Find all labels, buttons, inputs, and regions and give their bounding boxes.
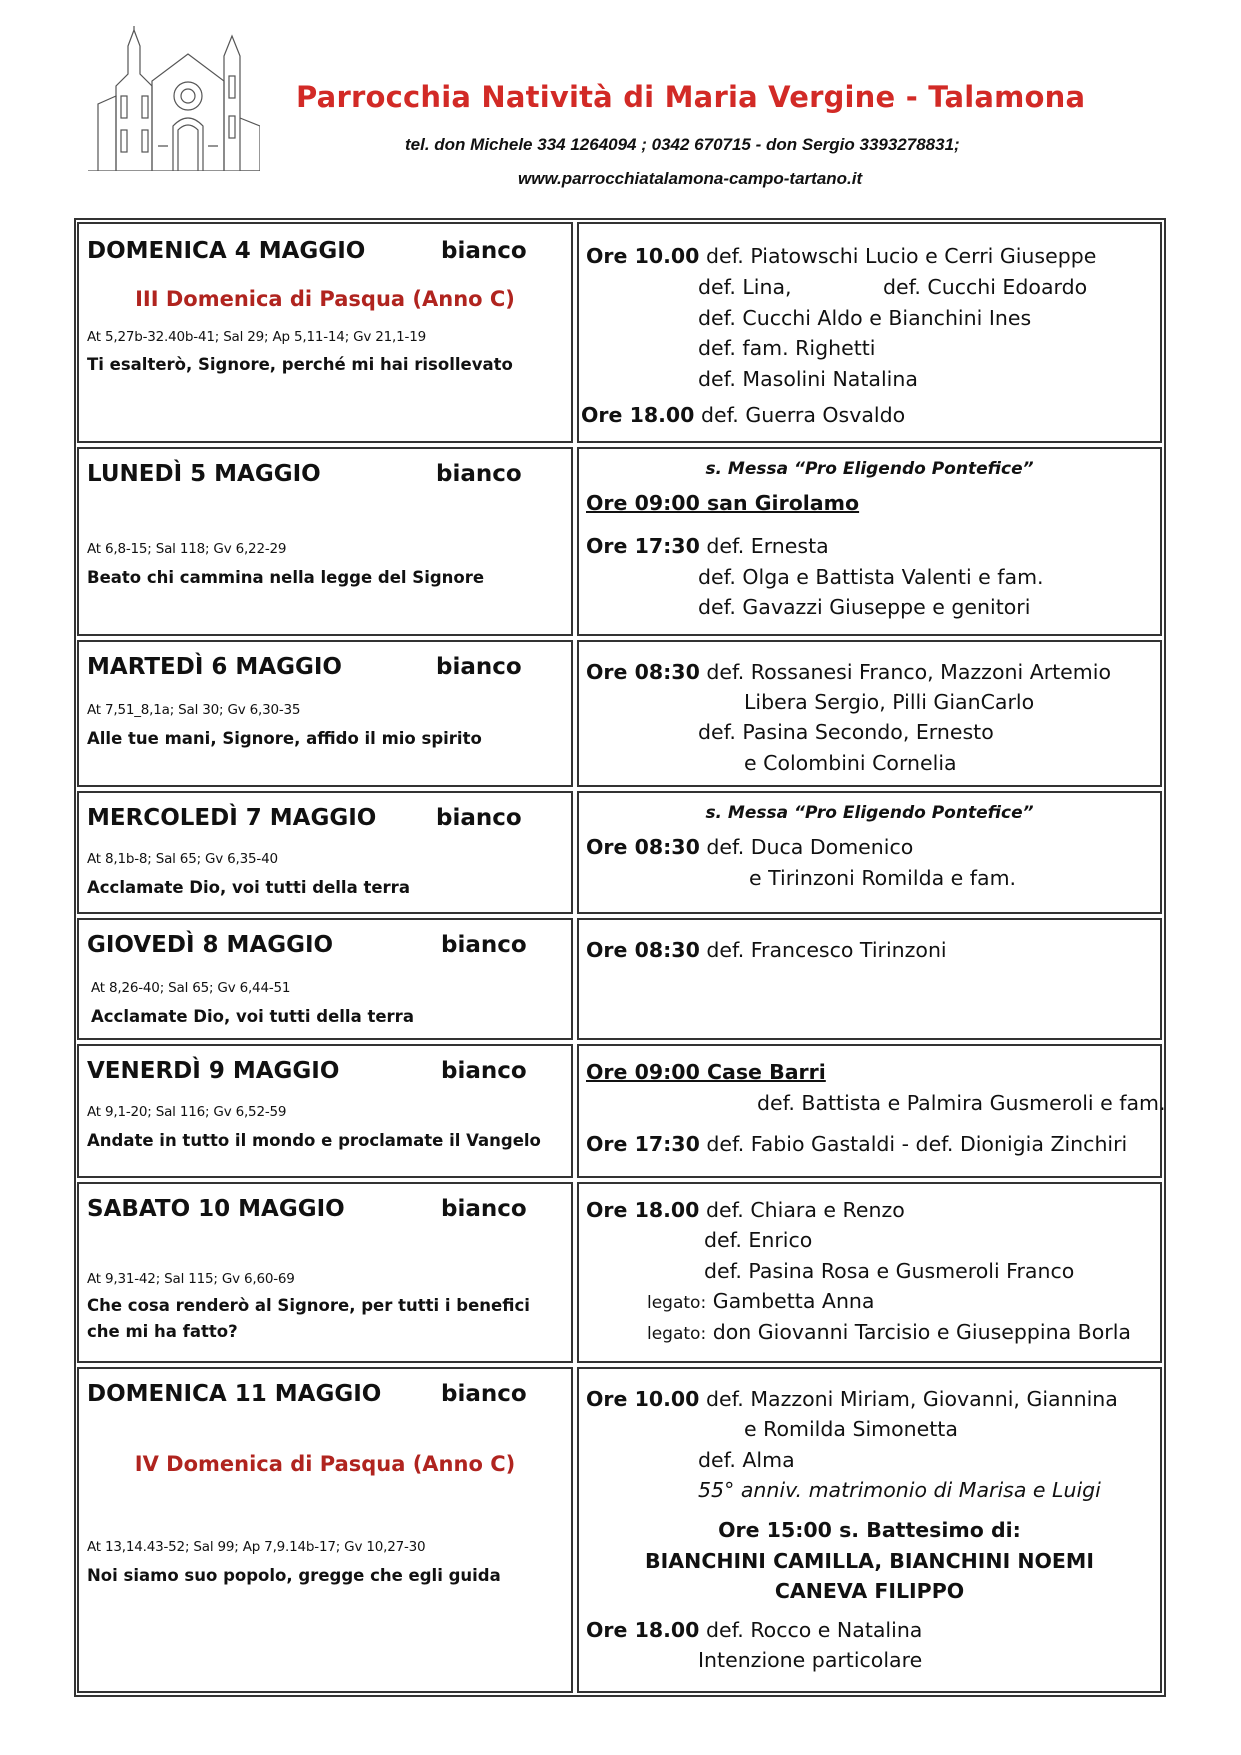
mass-time: Ore 17:30 [586,1132,700,1156]
psalm-response: Acclamate Dio, voi tutti della terra [87,878,410,897]
mass-cell-mercoledi-7 [577,791,1162,914]
readings: At 8,1b-8; Sal 65; Gv 6,35-40 [87,851,278,867]
liturgical-color: bianco [436,654,522,680]
mass-line: def. Battista e Palmira Gusmeroli e fam. [757,1091,1166,1115]
sunday-title: III Domenica di Pasqua (Anno C) [135,287,515,311]
liturgical-color: bianco [441,1058,527,1084]
mass-line: Ore 08:30 def. Rossanesi Franco, Mazzoni Artemio [586,660,1111,684]
mass-cell-sabato-10 [577,1182,1162,1363]
liturgical-color: bianco [441,932,527,958]
psalm-response: Che cosa renderò al Signore, per tutti i benefici che mi ha fatto? [87,1296,530,1341]
mass-cell-venerdi-9 [577,1044,1166,1178]
liturgical-color: bianco [436,461,522,487]
mass-cell-martedi-6 [577,640,1162,787]
mass-line: def. Alma [698,1448,795,1472]
mass-subtitle: s. Messa “Pro Eligendo Pontefice” [705,459,1034,479]
mass-line: Ore 18.00 def. Guerra Osvaldo [581,403,906,427]
mass-time: Ore 18.00 [581,403,695,427]
mass-subtitle: s. Messa “Pro Eligendo Pontefice” [705,803,1034,823]
mass-line: Ore 18.00 def. Rocco e Natalina [586,1618,923,1642]
mass-line: def. Enrico [704,1228,813,1252]
readings: At 5,27b-32.40b-41; Sal 29; Ap 5,11-14; Gv 21,1-19 [87,329,426,345]
phone-contacts: tel. don Michele 334 1264094 ; 0342 670715 - don Sergio 3393278831; [405,135,960,154]
psalm-response: Ti esalterò, Signore, perché mi hai risollevato [87,355,513,374]
liturgical-color: bianco [441,238,527,264]
mass-time: Ore 10.00 [586,1387,700,1411]
mass-line: e Colombini Cornelia [744,751,957,775]
mass-cell-domenica-4 [577,222,1162,443]
day-name: DOMENICA 4 MAGGIO [87,238,366,264]
mass-line: legato: don Giovanni Tarcisio e Giuseppina Borla [647,1320,1131,1344]
mass-time: Ore 18.00 [586,1198,700,1222]
mass-line: e Tirinzoni Romilda e fam. [749,866,1017,890]
mass-line: def. Gavazzi Giuseppe e genitori [698,595,1031,619]
day-name: LUNEDÌ 5 MAGGIO [87,461,321,487]
day-cell-lunedi-5 [77,447,573,636]
mass-line: legato: Gambetta Anna [647,1289,875,1313]
day-cell-venerdi-9 [77,1044,573,1178]
psalm-response: Beato chi cammina nella legge del Signore [87,568,485,587]
mass-cell-lunedi-5 [577,447,1162,636]
anniversary-note: 55° anniv. matrimonio di Marisa e Luigi [698,1478,1101,1502]
psalm-response: Alle tue mani, Signore, affido il mio spirito [87,729,482,748]
mass-line: Ore 10.00 def. Mazzoni Miriam, Giovanni, Giannina [586,1387,1118,1411]
mass-line: Ore 09:00 Case Barri [586,1060,826,1084]
mass-line: Ore 18.00 def. Chiara e Renzo [586,1198,905,1222]
readings: At 9,1-20; Sal 116; Gv 6,52-59 [87,1104,287,1120]
day-cell-domenica-4 [77,222,573,443]
day-cell-sabato-10 [77,1182,573,1363]
readings: At 8,26-40; Sal 65; Gv 6,44-51 [91,980,291,996]
day-name: SABATO 10 MAGGIO [87,1196,345,1222]
mass-line: def. Cucchi Edoardo [883,275,1088,299]
day-name: MARTEDÌ 6 MAGGIO [87,654,342,680]
mass-line: def. Pasina Secondo, Ernesto [698,720,994,744]
mass-line: e Romilda Simonetta [744,1417,958,1441]
mass-line: Ore 17:30 def. Fabio Gastaldi - def. Dionigia Zinchiri [586,1132,1128,1156]
day-name: GIOVEDÌ 8 MAGGIO [87,932,334,958]
mass-line: Ore 17:30 def. Ernesta [586,534,829,558]
readings: At 9,31-42; Sal 115; Gv 6,60-69 [87,1271,295,1287]
mass-line: def. fam. Righetti [698,336,876,360]
mass-line: def. Pasina Rosa e Gusmeroli Franco [704,1259,1075,1283]
mass-line: Ore 08:30 def. Duca Domenico [586,835,914,859]
day-cell-giovedi-8 [77,918,573,1040]
psalm-response: Andate in tutto il mondo e proclamate il Vangelo [87,1131,541,1150]
mass-time: Ore 10.00 [586,244,700,268]
parish-title: Parrocchia Natività di Maria Vergine - Talamona [296,80,1086,114]
mass-time: Ore 17:30 [586,534,700,558]
mass-time: Ore 18.00 [586,1618,700,1642]
mass-line: Intenzione particolare [698,1648,923,1672]
mass-line: Ore 08:30 def. Francesco Tirinzoni [586,938,947,962]
readings: At 13,14.43-52; Sal 99; Ap 7,9.14b-17; Gv 10,27-30 [87,1539,426,1555]
psalm-response: Noi siamo suo popolo, gregge che egli guida [87,1566,501,1585]
mass-line: def. Lina, [698,275,792,299]
readings: At 7,51_8,1a; Sal 30; Gv 6,30-35 [87,702,301,718]
day-name: DOMENICA 11 MAGGIO [87,1381,382,1407]
mass-line: def. Masolini Natalina [698,367,918,391]
baptism-title: Ore 15:00 s. Battesimo di: [718,1518,1021,1542]
mass-time: Ore 08:30 [586,660,700,684]
baptism-names: BIANCHINI CAMILLA, BIANCHINI NOEMI [645,1549,1094,1573]
baptism-names: CANEVA FILIPPO [774,1579,965,1603]
mass-line: Ore 10.00 def. Piatowschi Lucio e Cerri Giuseppe [586,244,1097,268]
day-cell-martedi-6 [77,640,573,787]
mass-cell-giovedi-8 [577,918,1162,1040]
mass-line: Libera Sergio, Pilli GianCarlo [744,690,1035,714]
website-link[interactable]: www.parrocchiatalamona-campo-tartano.it [518,169,863,188]
day-name: MERCOLEDÌ 7 MAGGIO [87,805,377,831]
mass-line: def. Olga e Battista Valenti e fam. [698,565,1044,589]
liturgical-color: bianco [436,805,522,831]
sunday-title: IV Domenica di Pasqua (Anno C) [134,1452,516,1476]
day-name: VENERDÌ 9 MAGGIO [87,1058,340,1084]
mass-cell-domenica-11 [577,1367,1162,1693]
mass-line: Ore 09:00 san Girolamo [586,491,860,515]
day-cell-mercoledi-7 [77,791,573,914]
liturgical-color: bianco [441,1196,527,1222]
day-cell-domenica-11 [77,1367,573,1693]
mass-line: def. Cucchi Aldo e Bianchini Ines [698,306,1032,330]
liturgical-color: bianco [441,1381,527,1407]
mass-time: Ore 08:30 [586,938,700,962]
church-drawing-icon [88,26,260,171]
psalm-response: Acclamate Dio, voi tutti della terra [91,1007,414,1026]
mass-time: Ore 08:30 [586,835,700,859]
readings: At 6,8-15; Sal 118; Gv 6,22-29 [87,541,287,557]
